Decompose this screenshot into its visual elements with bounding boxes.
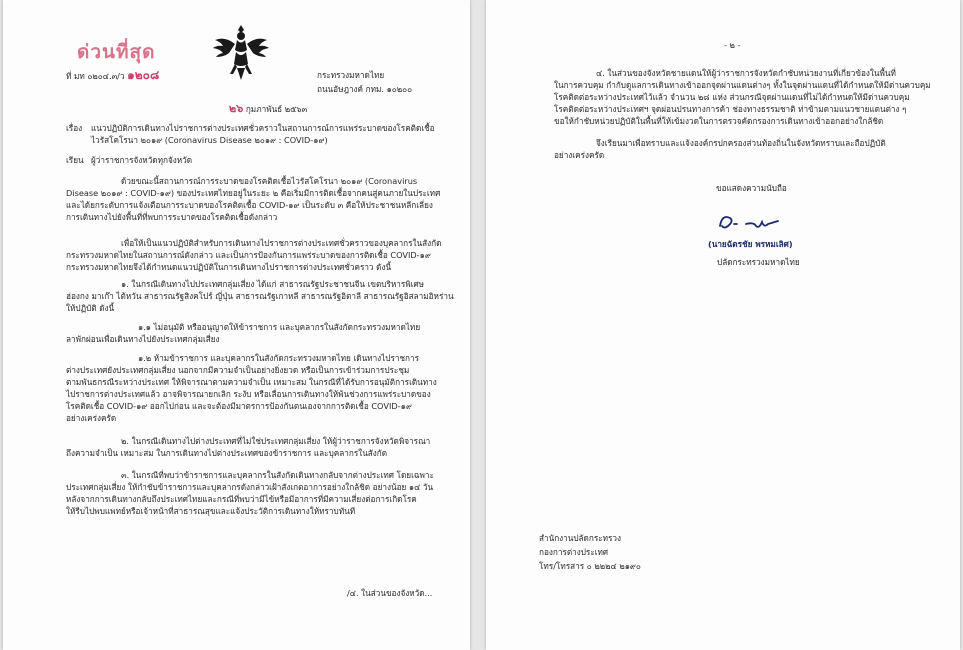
regards-text: ขอแสดงความนับถือ <box>716 183 787 193</box>
paragraph-2-line: กระทรวงมหาดไทยจึงได้กำหนดแนวปฏิบัติในการเดินทางไปราชการต่างประเทศชั่วคราว ดังนี้ <box>66 262 392 272</box>
closing-line: จึงเรียนมาเพื่อทราบและแจ้งองค์กรปกครองส่วนท้องถิ่นในจังหวัดทราบและถือปฏิบัติ <box>596 138 886 148</box>
paragraph-1-line: การเดินทางไปยังพื้นที่ที่พบการระบาดของโรคติดเชื้อดังกล่าว <box>66 212 278 222</box>
item-4-line: ๔. ในส่วนของจังหวัดชายแดนให้ผู้ว่าราชการจังหวัดกำชับหน่วยงานที่เกี่ยวข้องในพื้นที่ <box>596 68 896 78</box>
item-4-line: ในการควบคุม กำกับดูแลการเดินทางเข้าออกจุดผ่านแดนต่างๆ ทั้งในจุดผ่านแดนที่ได้กำหนดให้มีด่านควบคุม <box>554 80 931 90</box>
garuda-emblem-icon <box>210 22 272 84</box>
item-1-2-line: ตามพันธกรณีระหว่างประเทศ ให้พิจารณาตามความจำเป็น เหมาะสม ในกรณีที่ได้รับการอนุมัติการเดินทาง <box>66 377 437 387</box>
document-number-handwritten: ๑๒๐๘ <box>127 68 160 82</box>
item-1-line: ๑. ในกรณีเดินทางไปประเทศกลุ่มเสี่ยง ได้แก่ สาธารณรัฐประชาชนจีน เขตบริหารพิเศษ <box>121 279 425 289</box>
date-month-year: กุมภาพันธ์ ๒๕๖๓ <box>245 104 308 114</box>
organization-address: ถนนอัษฎางค์ กทม. ๑๐๒๐๐ <box>317 84 413 94</box>
document-page-2 <box>486 0 960 650</box>
item-1-2-line: ไปราชการต่างประเทศแล้ว อาจพิจารณายกเลิก ระงับ หรือเลื่อนการเดินทางให้พ้นช่วงการแพร่ระบาดของ <box>66 389 431 399</box>
issuing-office: สำนักงานปลัดกระทรวง <box>539 533 622 543</box>
item-3-line: ให้รีบไปพบแพทย์หรือเจ้าหน้าที่สาธารณสุขและแจ้งประวัติการเดินทางให้ทราบทันที <box>66 506 356 516</box>
item-4-line: โรคติดต่อระหว่างประเทศฯ จุดผ่อนปรนทางการค้า ช่องทางธรรมชาติ ท่าข้ามตามแนวชายแดนต่าง ๆ <box>554 104 907 114</box>
item-4-line: ขอให้กำชับหน่วยปฏิบัติในพื้นที่ให้เข้มงวดในการตรวจคัดกรองการเดินทางเข้าออกอย่างใกล้ชิด <box>554 116 884 126</box>
document-page-1 <box>3 0 470 650</box>
item-3-line: ประเทศกลุ่มเสี่ยง ให้กำชับข้าราชการและบุคลากรดังกล่าวเฝ้าสังเกตอาการอย่างใกล้ชิด อย่างน้อย ๑๔ วัน <box>66 482 434 492</box>
item-4-line: โรคติดต่อระหว่างประเทศไว้แล้ว จำนวน ๒๘ แห่ง ส่วนกรณีจุดผ่านแดนที่ไม่ได้กำหนดให้มีด่านควบคุม <box>554 92 910 102</box>
subject-line-2: ไวรัสโคโรนา ๒๐๑๙ (Coronavirus Disease ๒๐๑๙ : COVID-๑๙) <box>91 135 328 145</box>
subject-line-1: แนวปฏิบัติการเดินทางไปราชการต่างประเทศชั่วคราวในสถานการณ์การแพร่ระบาดของโรคติดเชื้อ <box>91 123 435 133</box>
contact-phone: โทร/โทรสาร ๐ ๒๒๒๔ ๒๑๙๐ <box>539 561 641 571</box>
item-1-1-line: ๑.๑ ไม่อนุมัติ หรืออนุญาตให้ข้าราชการ และบุคลากรในสังกัดกระทรวงมหาดไทย <box>138 322 421 332</box>
item-1-line: ฮ่องกง มาเก๊า ไต้หวัน สาธารณรัฐสิงคโปร์ ญี่ปุ่น สาธารณรัฐเกาหลี สาธารณรัฐอิตาลี สาธารณรัฐอิสลามอิหร่าน <box>66 291 454 301</box>
item-3-line: หลังจากการเดินทางกลับถึงประเทศไทยและกรณีที่พบว่ามีไข้หรือมีอาการที่มีความเสี่ยงต่อการเกิดโรค <box>66 494 417 504</box>
recipient-label: เรียน <box>66 155 84 165</box>
item-2-line: ๒. ในกรณีเดินทางไปต่างประเทศที่ไม่ใช่ประเทศกลุ่มเสี่ยง ให้ผู้ว่าราชการจังหวัดพิจารณา <box>121 436 431 446</box>
recipient-value: ผู้ว่าราชการจังหวัดทุกจังหวัด <box>91 155 193 165</box>
item-1-2-line: ต่างประเทศยังประเทศกลุ่มเสี่ยง นอกจากมีความจำเป็นอย่างยิ่งยวด หรือเป็นการเข้าร่วมการประชุม <box>66 365 410 375</box>
issuing-division: กองการต่างประเทศ <box>539 547 609 557</box>
signer-name: (นายฉัตรชัย พรหมเลิศ) <box>708 239 793 249</box>
item-1-2-line: โรคติดเชื้อ COVID-๑๙ ออกไปก่อน และจะต้องมีมาตรการป้องกันตนเองจากการติดเชื้อ COVID-๑๙ <box>66 401 412 411</box>
item-3-line: ๓. ในกรณีที่พบว่าข้าราชการและบุคลากรในสังกัดเดินทางกลับจากต่างประเทศ โดยเฉพาะ <box>121 470 434 480</box>
closing-line: อย่างเคร่งครัด <box>554 150 605 160</box>
subject-label: เรื่อง <box>66 123 83 133</box>
paragraph-2-line: เพื่อให้เป็นแนวปฏิบัติสำหรับการเดินทางไปราชการต่างประเทศชั่วคราวของบุคลากรในสังกัด <box>121 238 442 248</box>
continuation-note: /๔. ในส่วนของจังหวัด... <box>347 588 433 598</box>
document-date <box>229 103 307 116</box>
item-1-2-line: อย่างเคร่งครัด <box>66 413 117 423</box>
item-1-2-line: ๑.๒ ห้ามข้าราชการ และบุคลากรในสังกัดกระทรวงมหาดไทย เดินทางไปราชการ <box>138 353 419 363</box>
document-number <box>66 70 159 83</box>
item-1-line: ให้ปฏิบัติ ดังนี้ <box>66 303 115 313</box>
item-1-1-line: ลาพักผ่อนเพื่อเดินทางไปยังประเทศกลุ่มเสี่ยง <box>66 334 220 344</box>
date-day-handwritten: ๒๖ <box>229 102 244 115</box>
paragraph-1-line: และได้ยกระดับการแจ้งเตือนการระบาดของโรคติดเชื้อ COVID-๑๙ เป็นระดับ ๓ คือให้ประชาชนหลีกเลี่ยง <box>66 200 433 210</box>
item-2-line: ถึงความจำเป็น เหมาะสม ในการเดินทางไปต่างประเทศของข้าราชการ และบุคลากรในสังกัด <box>66 448 388 458</box>
document-number-prefix: ที่ มท ๐๒๐๔.๓/ว <box>66 71 125 81</box>
paragraph-2-line: กระทรวงมหาดไทยในสถานการณ์ดังกล่าว และเป็นการป้องกันการแพร่ระบาดของการติดเชื้อ COVID-๑๙ <box>66 250 431 260</box>
urgency-stamp: ด่วนที่สุด <box>77 41 156 63</box>
paragraph-1-line: ด้วยขณะนี้สถานการณ์การระบาดของโรคติดเชื้อไวรัสโคโรนา ๒๐๑๙ (Coronavirus <box>121 176 418 186</box>
signer-title: ปลัดกระทรวงมหาดไทย <box>717 257 800 267</box>
paragraph-1-line: Disease ๒๐๑๙ : COVID-๑๙) ของประเทศไทยอยู่ในระยะ ๒ คือเริ่มมีการติดเชื้อจากคนสู่คนภายในประเทศ <box>66 188 441 198</box>
issuing-organization: กระทรวงมหาดไทย <box>317 70 385 80</box>
handwritten-signature-icon <box>714 208 794 234</box>
page-number: - ๒ - <box>724 40 741 50</box>
